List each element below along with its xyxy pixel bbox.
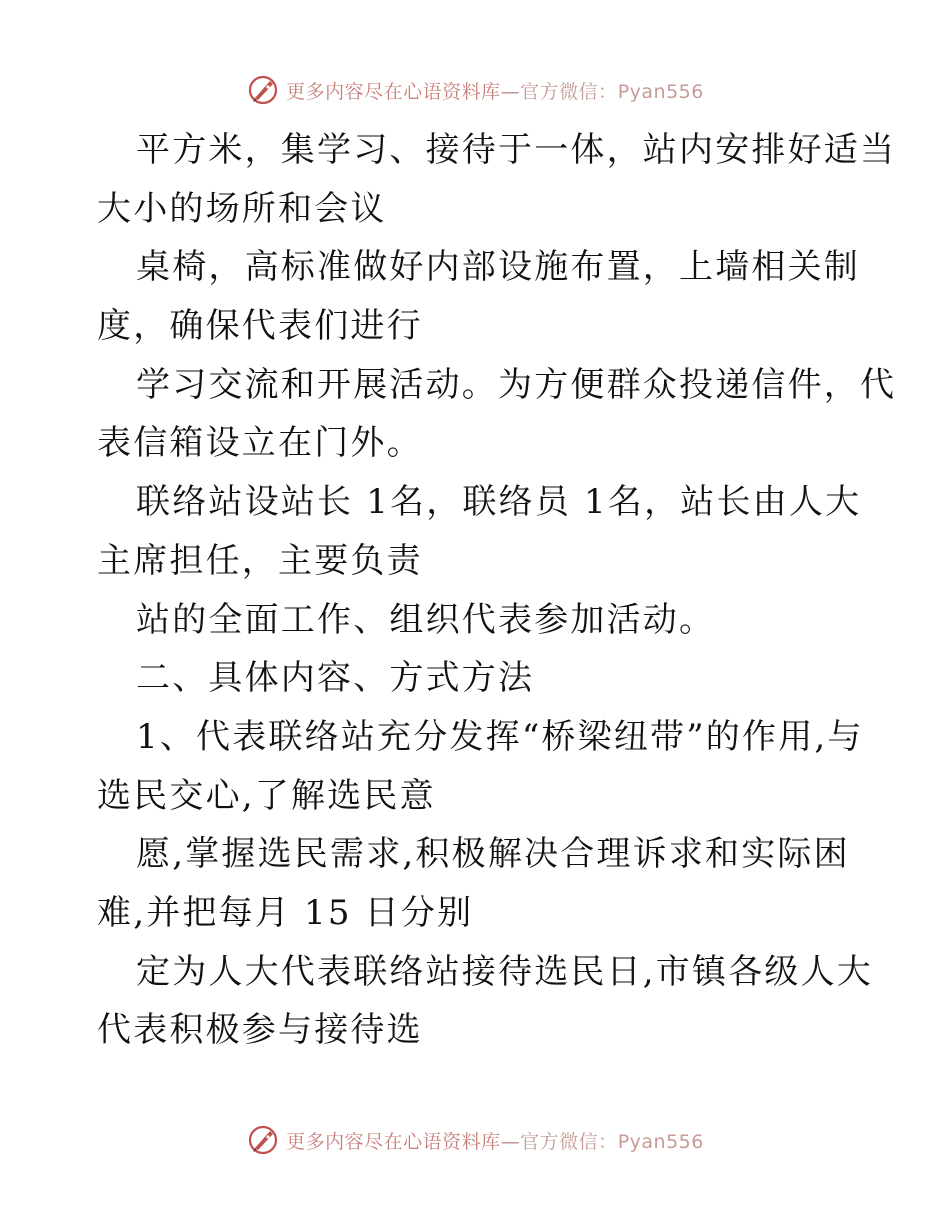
quill-pen-icon xyxy=(246,73,280,107)
watermark-main: 更多内容尽在心语资料库 xyxy=(286,1130,501,1153)
text-line: 定为人大代表联络站接待选民日,市镇各级人大 xyxy=(136,951,874,992)
watermark-sub: 官方微信： xyxy=(520,80,618,103)
text-line: 代表积极参与接待选 xyxy=(97,1010,423,1051)
document-body xyxy=(97,121,897,1060)
text-line: 选民交心,了解选民意 xyxy=(97,775,436,816)
text-line: 站的全面工作、组织代表参加活动。 xyxy=(136,599,716,640)
watermark-dash: — xyxy=(500,80,521,103)
text-line: 主席担任，主要负责 xyxy=(97,540,423,581)
watermark-sub: 官方微信： xyxy=(520,1130,618,1153)
text-line: 难,并把每月 15 日分别 xyxy=(97,892,474,933)
text-line: 学习交流和开展活动。为方便群众投递信件，代 xyxy=(136,364,897,405)
section-heading: 二、具体内容、方式方法 xyxy=(136,658,535,699)
watermark-text xyxy=(286,77,704,104)
text-line: 表信箱设立在门外。 xyxy=(97,423,423,464)
text-line: 愿,掌握选民需求,积极解决合理诉求和实际困 xyxy=(136,834,850,875)
watermark-text xyxy=(286,1127,704,1154)
text-line: 1、代表联络站充分发挥“桥梁纽带”的作用,与 xyxy=(136,716,864,757)
watermark-id: Pyan556 xyxy=(617,80,704,103)
text-line: 联络站设站长 1名，联络员 1名，站长由人大 xyxy=(136,482,862,523)
quill-pen-icon xyxy=(246,1123,280,1157)
text-line: 桌椅，高标准做好内部设施布置，上墙相关制 xyxy=(136,247,860,288)
watermark-id: Pyan556 xyxy=(617,1130,704,1153)
text-line: 平方米，集学习、接待于一体，站内安排好适当 xyxy=(136,130,897,170)
text-line: 大小的场所和会议 xyxy=(97,188,387,229)
header-watermark xyxy=(0,70,950,110)
text-line: 度，确保代表们进行 xyxy=(97,306,423,347)
watermark-main: 更多内容尽在心语资料库 xyxy=(286,80,501,103)
footer-watermark xyxy=(0,1120,950,1160)
watermark-dash: — xyxy=(500,1130,521,1153)
